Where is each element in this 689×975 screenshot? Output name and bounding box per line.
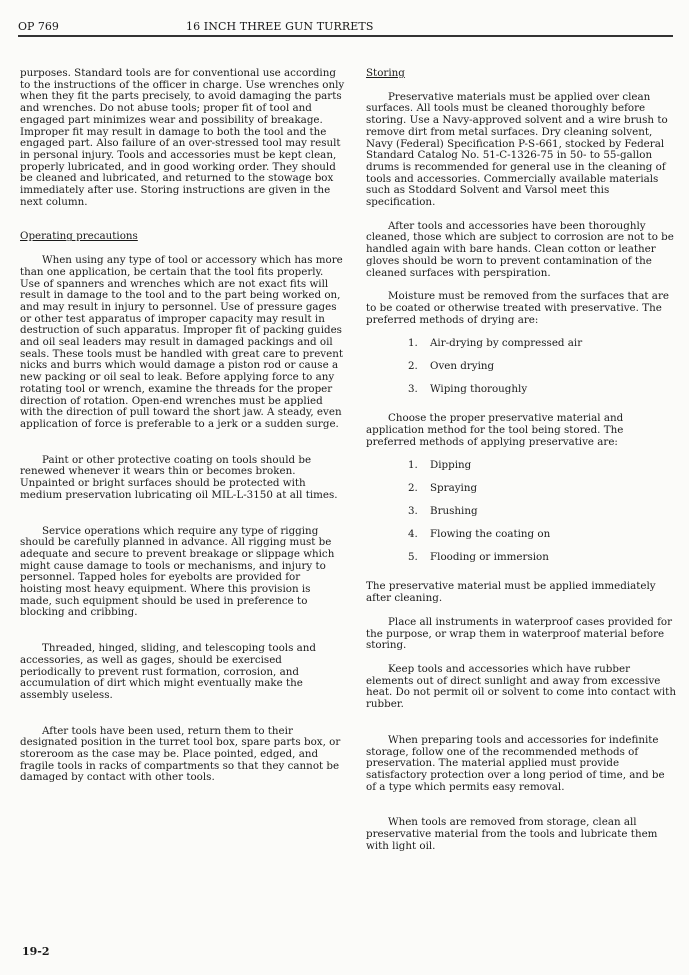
list-item: 1. Air-drying by compressed air <box>408 337 583 350</box>
paragraph-preservative-materials: Preservative materials must be applied over clean surfaces. All tools must be cleaned thoroughly before storing. Use a Navy-approved solvent and a wire brush to remove dirt from metal surfaces. Dry cleaning solvent, Navy (Federal) Specification P-S-661, stocked by Federal Standard Catalog No. 51-C-1326-75 in 50- to 55-gallon drums is recommended for general use in the cleaning of tools and accessories. Commercially available materials such as Stoddard Solvent and Varsol meet this specification. <box>366 90 668 209</box>
header-rule <box>18 35 673 37</box>
paragraph-purposes: purposes. Standard tools are for conventional use according to the instructions of the officer in charge. Use wrenches only when they fit the parts precisely, to avoid damaging the parts and wrenches. Do not abuse tools; proper fit of tool and engaged part minimizes wear and possibility of breakage. Improper fit may result in damage to both the tool and the engaged part. Also failure of an over-stressed tool may result in personal injury. Tools and accessories must be kept clean, properly lubricated, and in good working order. They should be cleaned and lubricated, and returned to the stowage box immediately after use. Storing instructions are given in the next column. <box>20 67 345 208</box>
page-title: 16 INCH THREE GUN TURRETS <box>186 20 374 33</box>
paragraph-removed-from-storage: When tools are removed from storage, clean all preservative material from the tools and lubricate them with light oil. <box>366 816 658 852</box>
page-header <box>18 18 673 36</box>
paragraph-protective-coating: Paint or other protective coating on tools should be renewed whenever it wears thin or becomes broken. Unpainted or bright surfaces should be protected with medium preservation lubricating oil MIL-L-3150 at all times. <box>20 453 338 501</box>
list-item: 4. Flowing the coating on <box>408 528 551 541</box>
paragraph-gloves: After tools and accessories have been thoroughly cleaned, those which are subject to corrosion are not to be handled again with bare hands. Clean cotton or leather gloves should be worn to prevent contamination of the cleaned surfaces with perspiration. <box>366 219 674 279</box>
page-number: 19-2 <box>22 945 50 958</box>
section-heading-operating-precautions: Operating precautions <box>20 230 138 243</box>
paragraph-apply-immediately: The preservative material must be applied immediately after cleaning. <box>366 580 656 605</box>
left-column <box>20 68 345 784</box>
paragraph-rigging: Service operations which require any type of rigging should be carefully planned in advance. All rigging must be adequate and secure to prevent breakage or slippage which might cause damage to tools or mechanisms, and injury to personnel. Tapped holes for eyebolts are provided for hoisting most heavy equipment. Where this provision is made, such equipment should be used in preference to blocking and cribbing. <box>20 524 335 619</box>
paragraph-return-tools: After tools have been used, return them to their designated position in the turret tool box, spare parts box, or storeroom as the case may be. Place pointed, edged, and fragile tools in racks of compartments so that they cannot be damaged by contact with other tools. <box>20 724 341 784</box>
list-item: 5. Flooding or immersion <box>408 551 549 564</box>
document-id: OP 769 <box>18 20 59 33</box>
paragraph-rubber-elements: Keep tools and accessories which have rubber elements out of direct sunlight and away from excessive heat. Do not permit oil or solvent to come into contact with rubber. <box>366 662 676 711</box>
paragraph-choose-preservative: Choose the proper preservative material and application method for the tool being stored. The preferred methods of applying preservative are: <box>366 412 624 448</box>
list-item: 3. Brushing <box>408 505 478 518</box>
paragraph-indefinite-storage: When preparing tools and accessories for indefinite storage, follow one of the recommended methods of preservation. The material applied must provide satisfactory protection over a long period of time, and be of a type which permits easy removal. <box>366 733 665 793</box>
list-item: 1. Dipping <box>408 459 472 472</box>
applying-methods-list <box>366 460 676 575</box>
paragraph-waterproof-cases: Place all instruments in waterproof cases provided for the purpose, or wrap them in waterproof material before storing. <box>366 615 673 652</box>
paragraph-exercise-tools: Threaded, hinged, sliding, and telescoping tools and accessories, as well as gages, should be exercised periodically to prevent rust formation, corrosion, and accumulation of dirt which might eventually make the assembly useless. <box>20 642 317 701</box>
list-item: 2. Spraying <box>408 482 478 495</box>
section-heading-storing: Storing <box>366 67 405 79</box>
list-item: 2. Oven drying <box>408 360 495 373</box>
drying-methods-list <box>366 338 676 407</box>
right-column <box>366 68 676 852</box>
list-item: 3. Wiping thoroughly <box>408 383 528 396</box>
paragraph-tool-fit: When using any type of tool or accessory which has more than one application, be certain that the tool fits properly. Use of spanners and wrenches which are not exact fits will result in damage to the tool and to the part being worked on, and may result in injury to personnel. Use of pressure gages or other test apparatus of improper capacity may result in destruction of such apparatus. Improper fit of packing guides and oil seal leaders may result in damaged packings and oil seals. These tools must be handled with great care to prevent nicks and burrs which would damage a piston rod or cause a new packing or oil seal to leak. Before applying force to any rotating tool or wrench, examine the threads for the proper direction of rotation. Open-end wrenches must be applied with the direction of pull toward the short jaw. A steady, even application of force is preferable to a jerk or a sudden surge. <box>20 254 343 430</box>
paragraph-moisture: Moisture must be removed from the surfaces that are to be coated or otherwise treated with preservative. The preferred methods of drying are: <box>366 290 669 326</box>
